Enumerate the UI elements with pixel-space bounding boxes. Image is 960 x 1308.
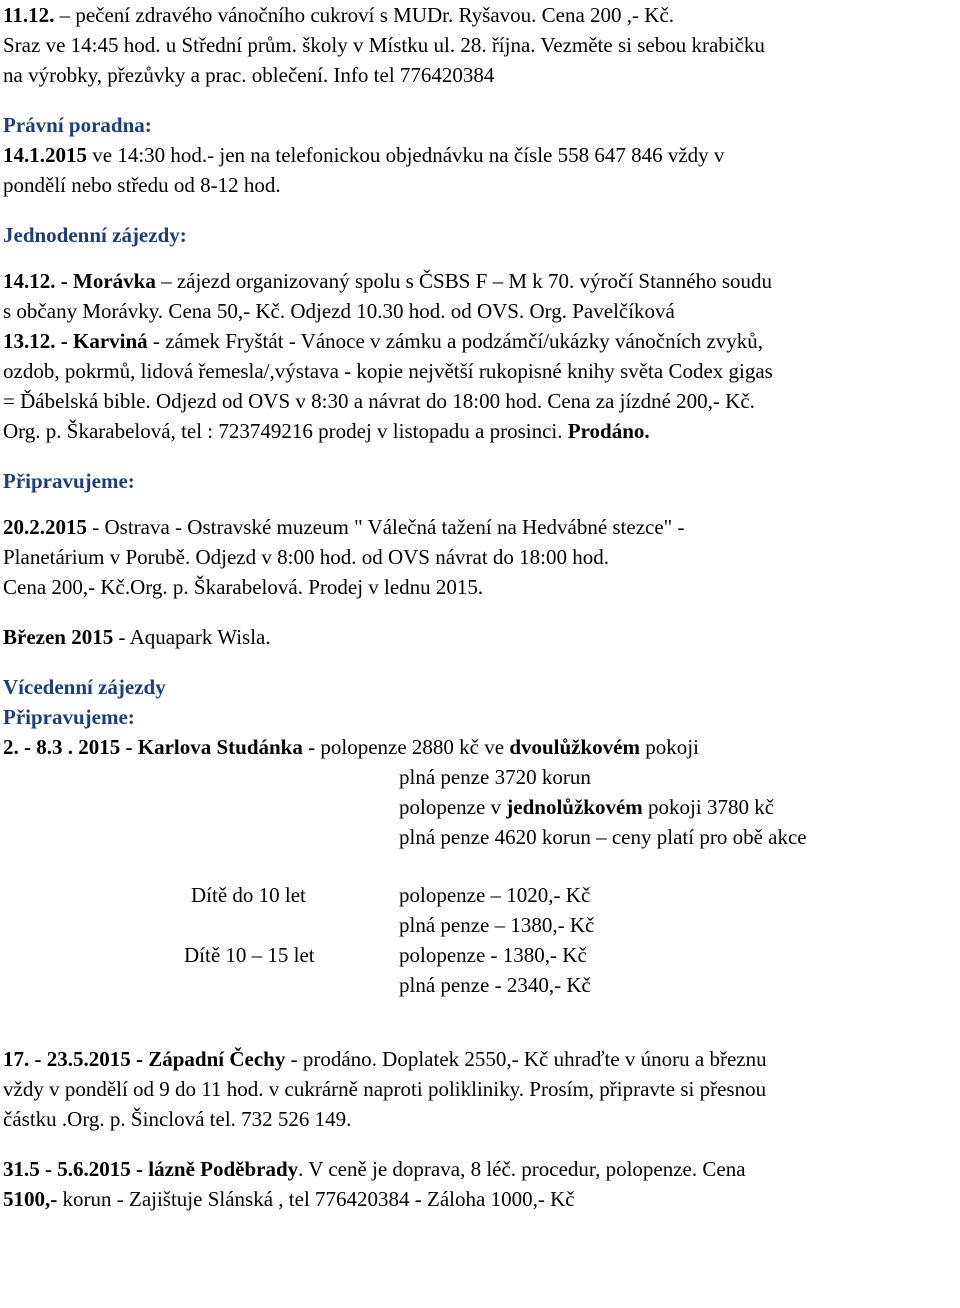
moravka-line-1: 14.12. - Morávka – zájezd organizovaný spolu s ČSBS F – M k 70. výročí Stanného soudu xyxy=(3,269,772,293)
legal-advice-heading: Právní poradna: xyxy=(3,113,152,137)
podebrady-line-1: 31.5 - 5.6.2015 - lázně Poděbrady. V ceně je doprava, 8 léč. procedur, polopenze. Cena xyxy=(3,1157,746,1181)
child-age-under-10: Dítě do 10 let xyxy=(191,883,306,907)
child-price-1: polopenze – 1020,- Kč xyxy=(399,883,591,907)
multi-day-trips-heading: Vícedenní zájezdy xyxy=(3,675,166,699)
cookies-line-3: na výrobky, přezůvky a prac. oblečení. Info tel 776420384 xyxy=(3,63,495,87)
ostrava-line-1: 20.2.2015 - Ostrava - Ostravské muzeum " Válečná tažení na Hedvábné stezce" - xyxy=(3,515,685,539)
sold-out-label: Prodáno. xyxy=(567,419,650,443)
karlova-line-4: plná penze 4620 korun – ceny platí pro obě akce xyxy=(399,825,807,849)
child-age-10-15: Dítě 10 – 15 let xyxy=(184,943,315,967)
ostrava-line-2: Planetárium v Porubě. Odjezd v 8:00 hod. od OVS návrat do 18:00 hod. xyxy=(3,545,610,569)
child-price-3: polopenze - 1380,- Kč xyxy=(399,943,587,967)
karvina-line-3: = Ďábelská bible. Odjezd od OVS v 8:30 a návrat do 18:00 hod. Cena za jízdné 200,- Kč. xyxy=(3,389,755,413)
karlova-line-1: 2. - 8.3 . 2015 - Karlova Studánka - polopenze 2880 kč ve dvoulůžkovém pokoji xyxy=(3,735,699,759)
multi-day-upcoming-heading: Připravujeme: xyxy=(3,705,135,729)
legal-advice-line-2: pondělí nebo středu od 8-12 hod. xyxy=(3,173,281,197)
cookies-line-1: 11.12. – pečení zdravého vánočního cukroví s MUDr. Ryšavou. Cena 200 ,- Kč. xyxy=(3,3,675,27)
child-price-4: plná penze - 2340,- Kč xyxy=(399,973,591,997)
cookies-line-2: Sraz ve 14:45 hod. u Střední prům. školy v Místku ul. 28. října. Vezměte si sebou krabičku xyxy=(3,33,765,57)
ostrava-line-3: Cena 200,- Kč.Org. p. Škarabelová. Prodej v lednu 2015. xyxy=(3,575,484,599)
cookies-date: 11.12. xyxy=(3,3,55,27)
child-price-2: plná penze – 1380,- Kč xyxy=(399,913,595,937)
karvina-line-1: 13.12. - Karviná - zámek Fryštát - Vánoce v zámku a podzámčí/ukázky vánočních zvyků, xyxy=(3,329,764,353)
one-day-trips-heading: Jednodenní zájezdy: xyxy=(3,223,187,247)
document-page xyxy=(3,0,957,1214)
moravka-line-2: s občany Morávky. Cena 50,- Kč. Odjezd 10.30 hod. od OVS. Org. Pavelčíková xyxy=(3,299,675,323)
cechy-line-1: 17. - 23.5.2015 - Západní Čechy - prodáno. Doplatek 2550,- Kč uhraďte v únoru a březnu xyxy=(3,1047,767,1071)
legal-advice-line-1: 14.1.2015 ve 14:30 hod.- jen na telefonickou objednávku na čísle 558 647 846 vždy v xyxy=(3,143,725,167)
karlova-line-3: polopenze v jednolůžkovém pokoji 3780 kč xyxy=(399,795,775,819)
karvina-line-4: Org. p. Škarabelová, tel : 723749216 prodej v listopadu a prosinci. Prodáno. xyxy=(3,419,650,443)
podebrady-line-2: 5100,- korun - Zajištuje Slánská , tel 776420384 - Záloha 1000,- Kč xyxy=(3,1187,575,1211)
karlova-line-2: plná penze 3720 korun xyxy=(399,765,591,789)
cechy-line-3: částku .Org. p. Šinclová tel. 732 526 149. xyxy=(3,1107,352,1131)
cechy-line-2: vždy v pondělí od 9 do 11 hod. v cukrárně naproti polikliniky. Prosím, připravte si přesnou xyxy=(3,1077,767,1101)
child-prices xyxy=(3,880,957,1000)
karvina-line-2: ozdob, pokrmů, lidová řemesla/,výstava - kopie největší rukopisné knihy světa Codex gigas xyxy=(3,359,773,383)
upcoming-heading: Připravujeme: xyxy=(3,469,135,493)
aquapark-line: Březen 2015 - Aquapark Wisla. xyxy=(3,625,271,649)
